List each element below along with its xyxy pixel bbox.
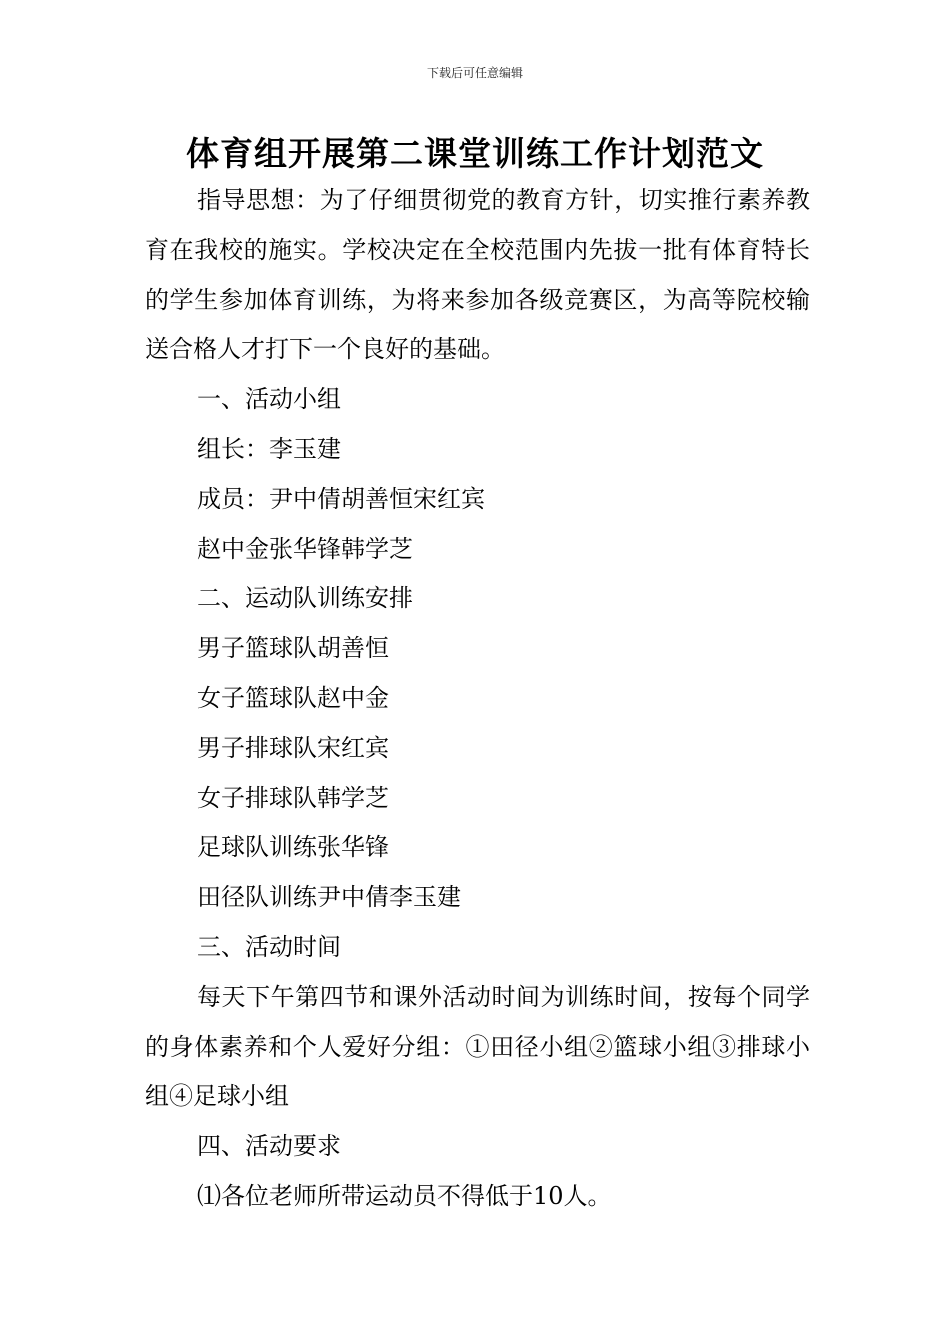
activity-time-paragraph: 每天下午第四节和课外活动时间为训练时间，按每个同学的身体素养和个人爱好分组：①田径小组②篮球小组③排球小组④足球小组 bbox=[145, 982, 810, 1111]
document-body bbox=[145, 176, 810, 1222]
guiding-thought-paragraph: 指导思想：为了仔细贯彻党的教育方针，切实推行素养教育在我校的施实。学校决定在全校范围内先拔一批有体育特长的学生参加体育训练，为将来参加各级竞赛区，为高等院校输送合格人才打下一个良好的基础。 bbox=[145, 186, 810, 364]
requirement-item-1: ⑴各位老师所带运动员不得低于10人。 bbox=[197, 1181, 612, 1210]
team-line-mens-basketball: 男子篮球队胡善恒 bbox=[197, 634, 389, 663]
section-heading-requirements: 四、活动要求 bbox=[197, 1132, 341, 1161]
section-heading-groups: 一、活动小组 bbox=[197, 385, 341, 414]
team-line-womens-volleyball: 女子排球队韩学芝 bbox=[197, 783, 389, 812]
team-line-mens-volleyball: 男子排球队宋红宾 bbox=[197, 733, 389, 762]
header-note: 下载后可任意编辑 bbox=[426, 66, 523, 80]
group-leader-line: 组长：李玉建 bbox=[197, 434, 341, 463]
team-line-womens-basketball: 女子篮球队赵中金 bbox=[197, 683, 389, 712]
section-heading-time: 三、活动时间 bbox=[197, 932, 341, 961]
document-title: 体育组开展第二课堂训练工作计划范文 bbox=[186, 134, 764, 173]
members-line-2: 赵中金张华锋韩学芝 bbox=[197, 534, 413, 563]
section-heading-training: 二、运动队训练安排 bbox=[197, 584, 413, 613]
team-line-football: 足球队训练张华锋 bbox=[197, 833, 389, 862]
team-line-track-field: 田径队训练尹中倩李玉建 bbox=[197, 883, 461, 912]
members-line-1: 成员：尹中倩胡善恒宋红宾 bbox=[197, 484, 485, 513]
